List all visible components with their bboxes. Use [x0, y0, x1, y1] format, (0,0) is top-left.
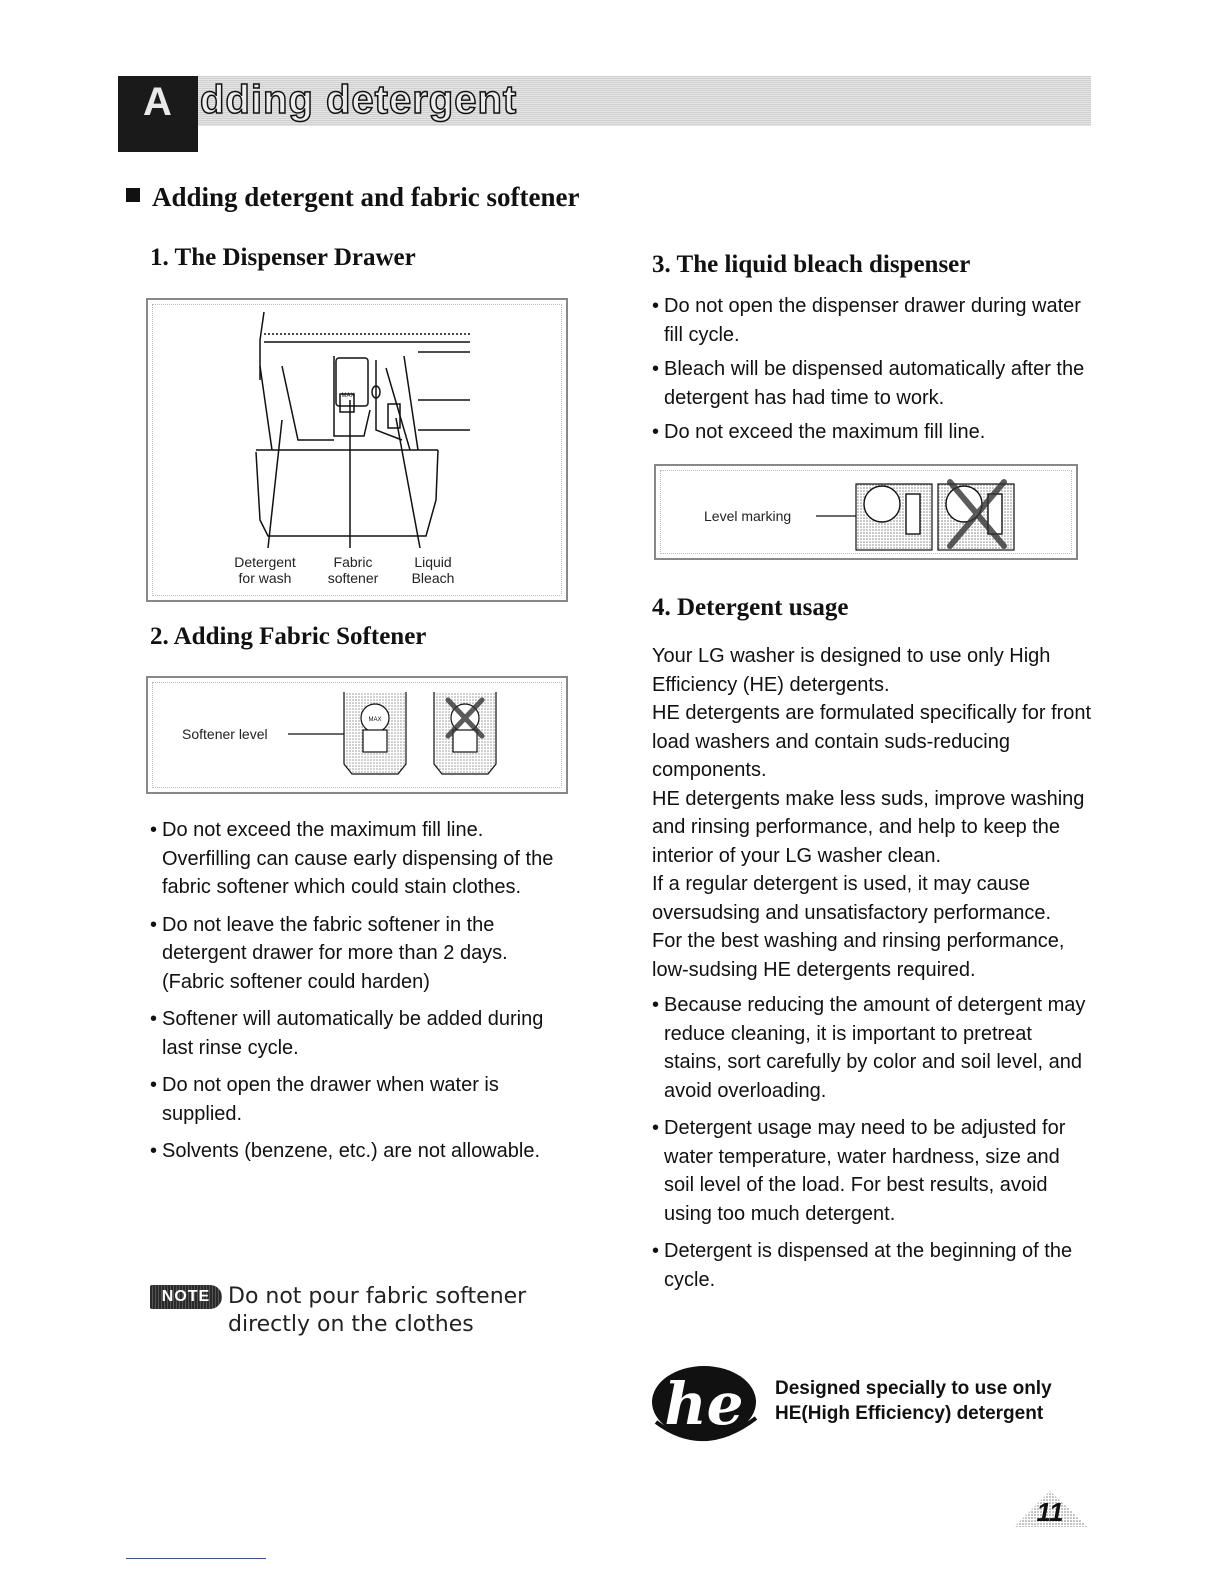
header-title: dding detergent	[200, 78, 518, 122]
s4-paragraph-1: Your LG washer is designed to use only High Efficiency (HE) detergents.	[652, 645, 1051, 696]
s4-bullet-2: • Detergent usage may need to be adjusted for water temperature, water hardness, size and soil level of the load. For best results, avoid using too much detergent.	[648, 1114, 1092, 1228]
label-fabric-softener	[308, 554, 398, 586]
s4-title: 4. Detergent usage	[652, 594, 849, 621]
he-caption-line2: HE(High Efficiency) detergent	[775, 1403, 1044, 1424]
s2-title: 2. Adding Fabric Softener	[150, 623, 427, 650]
s4-bullet-list	[648, 991, 1092, 1294]
footer-rule	[126, 1558, 266, 1559]
s3-bullet-1: • Do not open the dispenser drawer during water fill cycle.	[648, 292, 1098, 349]
s2-bullet-2: • Do not leave the fabric softener in the detergent drawer for more than 2 days. (Fabric softener could harden)	[146, 911, 566, 997]
page-number-text: 11	[1036, 1497, 1064, 1527]
label-liquid-line2: Bleach	[411, 570, 455, 586]
s2-bullet-3: • Softener will automatically be added during last rinse cycle.	[146, 1005, 566, 1062]
softener-level-label: Softener level	[182, 726, 268, 742]
he-logo-icon	[648, 1362, 764, 1446]
s4-bullet-1: • Because reducing the amount of detergent may reduce cleaning, it is important to pretreat stains, sort carefully by color and soil level, and avoid overloading.	[648, 991, 1092, 1105]
section-title-text: Adding detergent and fabric softener	[152, 182, 580, 212]
dispenser-drawer-diagram	[146, 298, 568, 602]
s2-bullet-4: • Do not open the drawer when water is supplied.	[146, 1071, 566, 1128]
note-badge: NOTE	[150, 1285, 222, 1309]
he-logo-text: he	[664, 1370, 744, 1438]
s4-paragraph-2: HE detergents are formulated specifically for front load washers and contain suds-reducing components.	[652, 702, 1092, 781]
s4-paragraph-4: If a regular detergent is used, it may cause oversudsing and unsatisfactory performance.	[652, 873, 1052, 924]
s4-paragraph-3: HE detergents make less suds, improve washing and rinsing performance, and help to keep the interior of your LG washer clean.	[652, 787, 1085, 867]
s1-title: 1. The Dispenser Drawer	[150, 244, 416, 271]
s2-bullet-1: • Do not exceed the maximum fill line. Overfilling can cause early dispensing of the fabric softener which could stain clothes.	[146, 816, 566, 902]
label-detergent-for-wash	[220, 554, 310, 586]
level-marking-diagram	[654, 464, 1078, 560]
label-fabric-line1: Fabric	[333, 554, 373, 570]
label-fabric-line2: softener	[327, 570, 379, 586]
square-bullet-icon	[126, 188, 140, 202]
s2-bullet-5: • Solvents (benzene, etc.) are not allowable.	[146, 1137, 566, 1166]
level-marking-label: Level marking	[704, 508, 792, 524]
s3-bullet-3: • Do not exceed the maximum fill line.	[648, 418, 1098, 447]
he-caption-line1: Designed specially to use only	[775, 1378, 1052, 1399]
s3-bullet-list	[648, 292, 1098, 456]
s4-body	[652, 642, 1092, 1303]
note-text: Do not pour fabric softener directly on the clothes	[228, 1284, 527, 1337]
he-caption	[775, 1376, 1095, 1426]
svg-text:MAX: MAX	[368, 717, 382, 723]
s4-paragraph-5: For the best washing and rinsing performance, low-sudsing HE detergents required.	[652, 930, 1065, 981]
page-number-badge	[1010, 1487, 1090, 1531]
label-liquid-bleach	[388, 554, 478, 586]
header-letter: A	[143, 80, 173, 124]
svg-text:MAX: MAX	[341, 393, 355, 399]
softener-level-illustration	[148, 678, 566, 792]
s3-title: 3. The liquid bleach dispenser	[652, 251, 971, 278]
s4-bullet-3: • Detergent is dispensed at the beginning of the cycle.	[648, 1237, 1092, 1294]
label-detergent-line2: for wash	[238, 570, 292, 586]
section-title	[126, 182, 579, 213]
label-liquid-line1: Liquid	[414, 554, 452, 570]
label-detergent-line1: Detergent	[234, 554, 296, 570]
level-marking-illustration	[656, 466, 1076, 558]
s2-bullet-list	[146, 816, 566, 1175]
softener-level-diagram	[146, 676, 568, 794]
s3-bullet-2: • Bleach will be dispensed automatically after the detergent has had time to work.	[648, 355, 1098, 412]
